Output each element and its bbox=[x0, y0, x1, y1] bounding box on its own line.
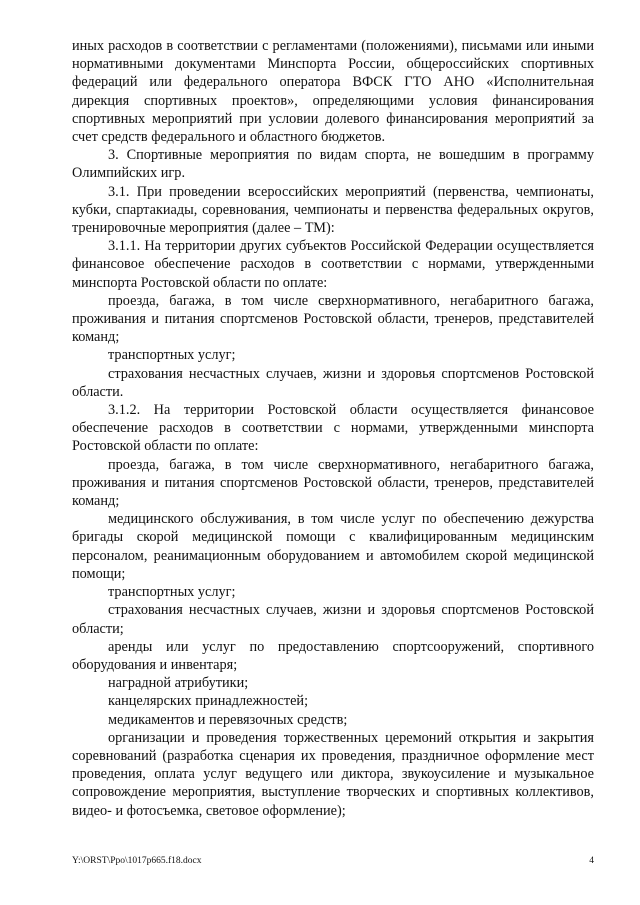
paragraph-17: организации и проведения торжественных церемоний открытия и закрытия соревнований (разработка сценария их проведения, праздничное оформление мест проведения, оплата услуг ведущего или диктора, звукоусиление и музыкальное сопровождение мероприятия, выступление творческих и спортивных коллективов, видео- и фотосъемка, световое оформление); bbox=[72, 729, 594, 819]
paragraph-5: проезда, багажа, в том числе сверхнормативного, негабаритного багажа, проживания и питания спортсменов Ростовской области, тренеров, представителей команд; bbox=[72, 292, 594, 346]
paragraph-11: транспортных услуг; bbox=[108, 584, 236, 601]
footer-page-number: 4 bbox=[589, 856, 594, 866]
paragraph-16: медикаментов и перевязочных средств; bbox=[108, 711, 348, 728]
paragraph-1: иных расходов в соответствии с регламентами (положениями), письмами или иными нормативными документами Минспорта России, общероссийских спортивных федераций или федерального оператора ВФСК ГТО АНО «Исполнительная дирекция спортивных проектов», определяющими условия финансирования спортивных мероприятий при условии долевого финансирования мероприятий за счет средств федерального и областного бюджетов. bbox=[72, 38, 594, 146]
paragraph-2: 3. Спортивные мероприятия по видам спорта, не вошедшим в программу Олимпийских игр. bbox=[72, 147, 594, 182]
paragraph-12: страхования несчастных случаев, жизни и здоровья спортсменов Ростовской области; bbox=[72, 602, 594, 637]
paragraph-9: проезда, багажа, в том числе сверхнормативного, негабаритного багажа, проживания и питания спортсменов Ростовской области, тренеров, представителей команд; bbox=[72, 456, 594, 510]
document-body bbox=[72, 37, 594, 820]
paragraph-6: транспортных услуг; bbox=[108, 347, 236, 364]
paragraph-10: медицинского обслуживания, в том числе услуг по обеспечению дежурства бригады скорой медицинской помощи с квалифицированным медицинским персоналом, реанимационным оборудованием и автомобилем скорой медицинской помощи; bbox=[72, 511, 594, 582]
paragraph-8: 3.1.2. На территории Ростовской области осуществляется финансовое обеспечение расходов в соответствии с нормами, утвержденными минспорта Ростовской области по оплате: bbox=[72, 402, 594, 455]
paragraph-3: 3.1. При проведении всероссийских мероприятий (первенства, чемпионаты, кубки, спартакиады, соревнования, чемпионаты и первенства федеральных округов, тренировочные мероприятия (далее – ТМ): bbox=[72, 183, 594, 237]
paragraph-14: наградной атрибутики; bbox=[108, 675, 249, 692]
paragraph-13: аренды или услуг по предоставлению спортсооружений, спортивного оборудования и инвентаря; bbox=[72, 638, 594, 673]
footer-file-path: Y:\ORST\Ppo\1017p665.f18.docx bbox=[72, 856, 202, 866]
paragraph-7: страхования несчастных случаев, жизни и здоровья спортсменов Ростовской области. bbox=[72, 365, 594, 400]
page-footer bbox=[72, 855, 594, 867]
paragraph-15: канцелярских принадлежностей; bbox=[108, 693, 309, 710]
paragraph-4: 3.1.1. На территории других субъектов Российской Федерации осуществляется финансовое обеспечение расходов в соответствии с нормами, утвержденными минспорта Ростовской области по оплате: bbox=[72, 238, 594, 291]
